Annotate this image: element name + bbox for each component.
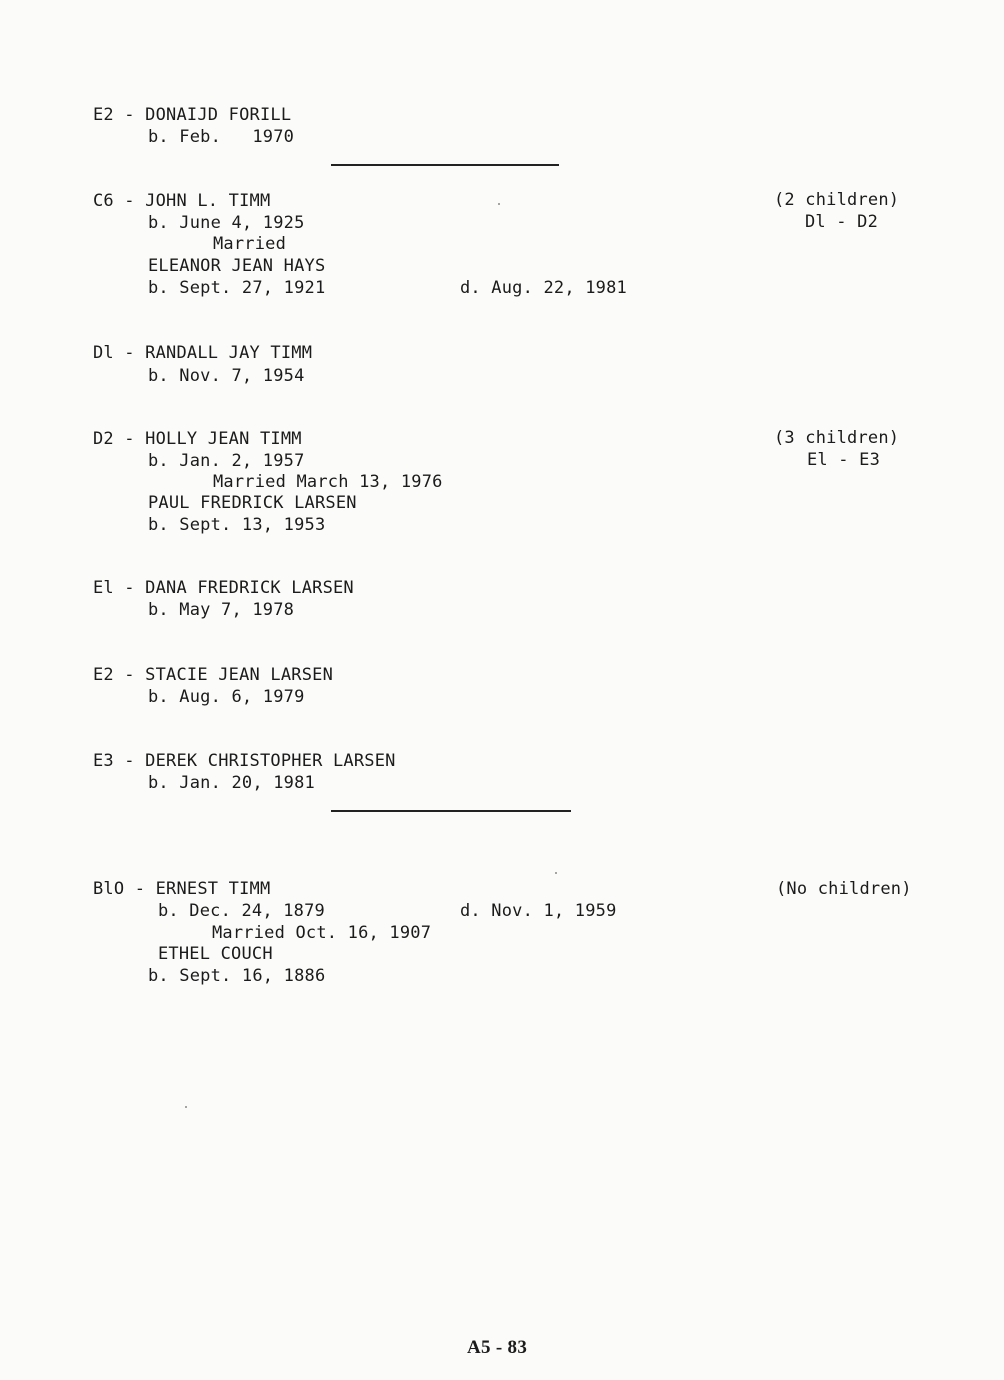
section-divider bbox=[331, 810, 571, 812]
entry-d2-birth: b. Jan. 2, 1957 bbox=[148, 451, 305, 471]
entry-b10-birth: b. Dec. 24, 1879 bbox=[158, 901, 325, 921]
entry-d1-heading: Dl - RANDALL JAY TIMM bbox=[93, 343, 313, 363]
entry-e3-larsen-heading: E3 - DEREK CHRISTOPHER LARSEN bbox=[93, 751, 396, 771]
entry-c6-death: d. Aug. 22, 1981 bbox=[460, 278, 627, 298]
scan-speck bbox=[185, 1106, 187, 1108]
entry-e3-larsen-birth: b. Jan. 20, 1981 bbox=[148, 773, 315, 793]
entry-b10-spouse: ETHEL COUCH bbox=[158, 944, 273, 964]
entry-c6-spouse-birth: b. Sept. 27, 1921 bbox=[148, 278, 326, 298]
section-divider bbox=[331, 164, 559, 166]
entry-b10-married: Married Oct. 16, 1907 bbox=[212, 923, 432, 943]
entry-d2-children-range: El - E3 bbox=[807, 450, 881, 470]
entry-c6-heading: C6 - JOHN L. TIMM bbox=[93, 191, 271, 211]
entry-d2-heading: D2 - HOLLY JEAN TIMM bbox=[93, 429, 302, 449]
entry-b10-heading: BlO - ERNEST TIMM bbox=[93, 879, 271, 899]
entry-d2-children-count: (3 children) bbox=[774, 428, 900, 448]
entry-c6-birth: b. June 4, 1925 bbox=[148, 213, 305, 233]
entry-c6-children-range: Dl - D2 bbox=[805, 212, 879, 232]
entry-d2-married: Married March 13, 1976 bbox=[213, 472, 443, 492]
entry-e1-larsen-heading: El - DANA FREDRICK LARSEN bbox=[93, 578, 354, 598]
entry-b10-spouse-birth: b. Sept. 16, 1886 bbox=[148, 966, 326, 986]
entry-d2-spouse-birth: b. Sept. 13, 1953 bbox=[148, 515, 326, 535]
entry-e2-larsen-birth: b. Aug. 6, 1979 bbox=[148, 687, 305, 707]
entry-e1-larsen-birth: b. May 7, 1978 bbox=[148, 600, 295, 620]
entry-c6-married: Married bbox=[213, 234, 287, 254]
scan-speck bbox=[555, 872, 557, 874]
entry-d1-birth: b. Nov. 7, 1954 bbox=[148, 366, 305, 386]
scan-speck bbox=[498, 203, 500, 205]
entry-e2-forill-heading: E2 - DONAIJD FORILL bbox=[93, 105, 292, 125]
entry-c6-children-count: (2 children) bbox=[774, 190, 900, 210]
entry-d2-spouse: PAUL FREDRICK LARSEN bbox=[148, 493, 357, 513]
entry-b10-death: d. Nov. 1, 1959 bbox=[460, 901, 617, 921]
entry-e2-larsen-heading: E2 - STACIE JEAN LARSEN bbox=[93, 665, 334, 685]
entry-b10-children-count: (No children) bbox=[776, 879, 912, 899]
entry-e2-forill-birth: b. Feb. 1970 bbox=[148, 127, 295, 147]
entry-c6-spouse: ELEANOR JEAN HAYS bbox=[148, 256, 326, 276]
page-number: A5 - 83 bbox=[467, 1337, 528, 1358]
